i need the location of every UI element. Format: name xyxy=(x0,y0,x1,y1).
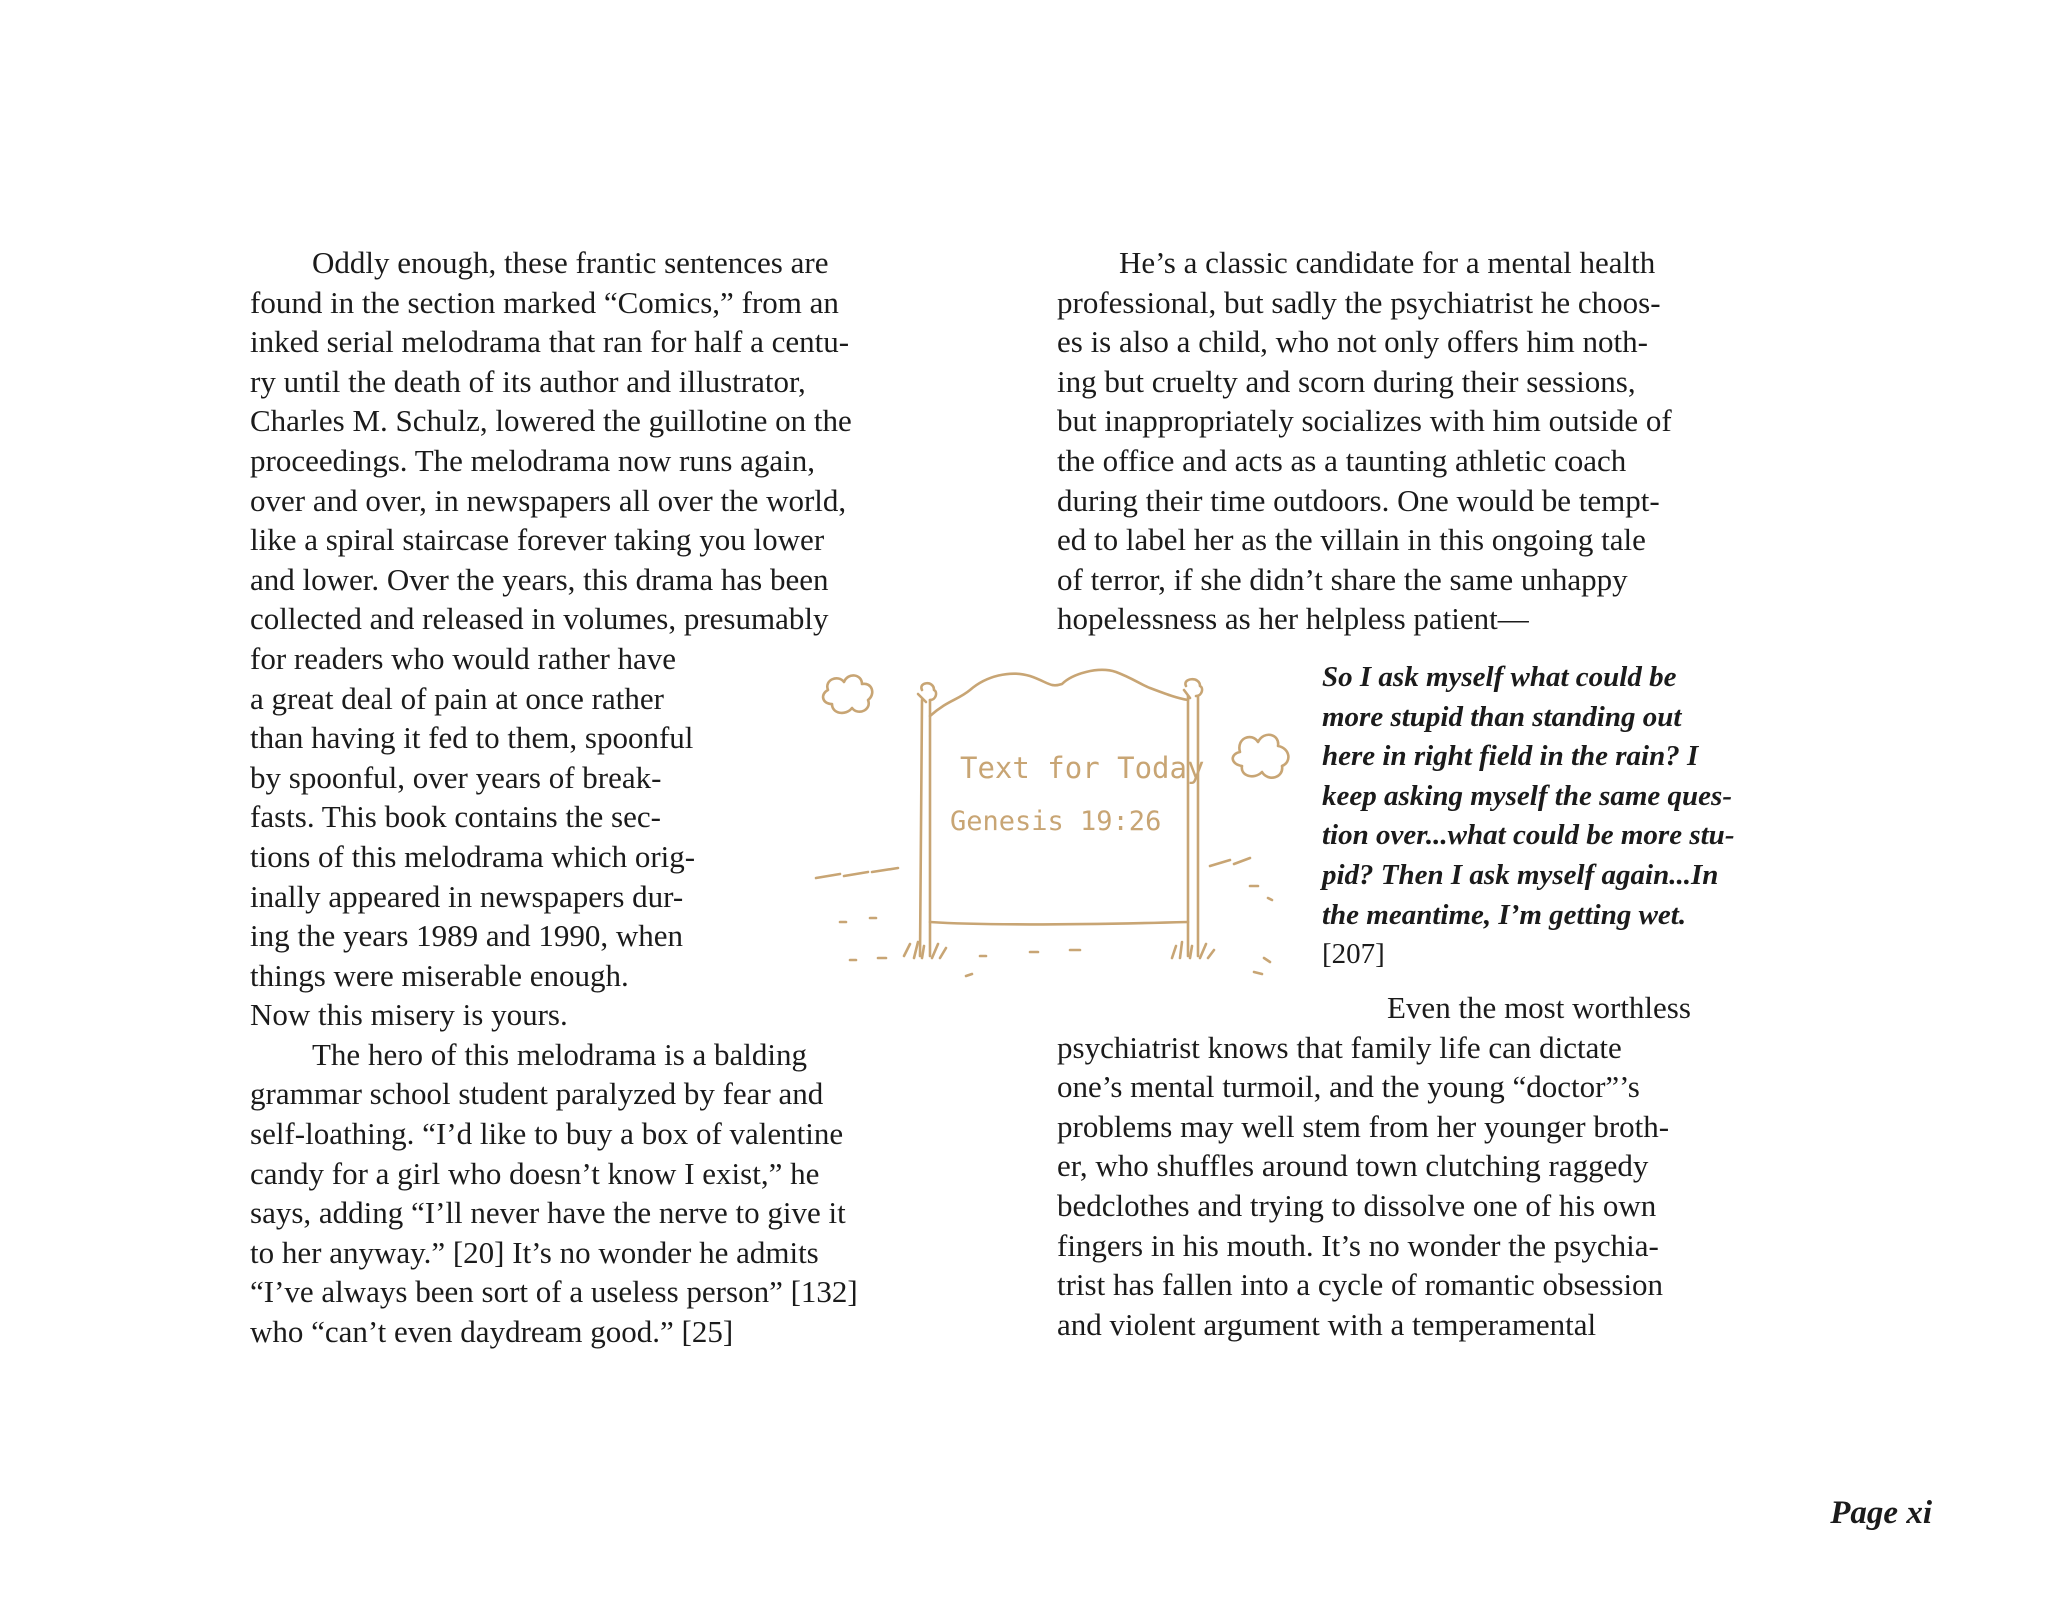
text-line: The hero of this melodrama is a balding xyxy=(312,1036,808,1072)
text-line: proceedings. The melodrama now runs again, xyxy=(250,442,816,478)
sign-text-line1: Text for Today xyxy=(960,751,1205,785)
text-line: ed to label her as the villain in this ongoing tale xyxy=(1057,522,1646,558)
text-line: fasts. This book contains the sec- xyxy=(250,799,661,835)
text-line: grammar school student paralyzed by fear and xyxy=(250,1076,824,1112)
text-line: professional, but sadly the psychiatrist he choos- xyxy=(1057,284,1661,320)
text-line: ing the years 1989 and 1990, when xyxy=(250,918,684,954)
text-line: inally appeared in newspapers dur- xyxy=(250,878,684,914)
text-line: who “can’t even daydream good.” [25] xyxy=(250,1314,734,1350)
text-line: over and over, in newspapers all over the world, xyxy=(250,482,847,518)
text-line: psychiatrist knows that family life can dictate xyxy=(1057,1029,1622,1065)
quote-line: here in right field in the rain? I xyxy=(1322,740,1699,773)
text-line: fingers in his mouth. It’s no wonder the psychia- xyxy=(1057,1227,1659,1263)
right-column-upper xyxy=(1057,243,1672,639)
text-line: inked serial melodrama that ran for half a centu- xyxy=(250,324,850,360)
quote-line: more stupid than standing out xyxy=(1322,700,1682,733)
text-line: and lower. Over the years, this drama has been xyxy=(250,561,829,597)
text-line: ry until the death of its author and illustrator, xyxy=(250,363,806,399)
text-line: by spoonful, over years of break- xyxy=(250,759,662,795)
text-line: but inappropriately socializes with him outside of xyxy=(1057,403,1672,439)
text-line: one’s mental turmoil, and the young “doctor”’s xyxy=(1057,1069,1640,1105)
quote-line: keep asking myself the same ques- xyxy=(1322,779,1732,812)
text-line: bedclothes and trying to dissolve one of his own xyxy=(1057,1187,1657,1223)
text-line: found in the section marked “Comics,” from an xyxy=(250,284,839,320)
text-line: says, adding “I’ll never have the nerve to give it xyxy=(250,1195,846,1231)
text-line: a great deal of pain at once rather xyxy=(250,680,664,716)
text-line: to her anyway.” [20] It’s no wonder he admits xyxy=(250,1234,819,1270)
page-number: Page xi xyxy=(1830,1495,1932,1531)
block-quote xyxy=(1322,658,1734,975)
quote-line: So I ask myself what could be xyxy=(1322,661,1677,693)
sign-text-line2: Genesis 19:26 xyxy=(950,806,1162,837)
left-column xyxy=(250,243,858,1352)
quote-line: tion over...what could be more stu- xyxy=(1322,819,1735,852)
right-column-lower xyxy=(1057,988,1691,1344)
text-line: problems may well stem from her younger broth- xyxy=(1057,1108,1670,1144)
text-line: hopelessness as her helpless patient— xyxy=(1057,601,1529,637)
text-line: than having it fed to them, spoonful xyxy=(250,720,694,756)
quote-citation: [207] xyxy=(1322,938,1385,971)
text-line: for readers who would rather have xyxy=(250,640,677,676)
text-line: tions of this melodrama which orig- xyxy=(250,838,696,874)
quote-line: pid? Then I ask myself again...In xyxy=(1322,858,1719,891)
text-line: Charles M. Schulz, lowered the guillotine on the xyxy=(250,403,852,439)
text-line: Even the most worthless xyxy=(1387,990,1691,1025)
text-line: collected and released in volumes, presumably xyxy=(250,601,829,637)
text-line: Now this misery is yours. xyxy=(250,997,568,1033)
text-line: trist has fallen into a cycle of romantic obsession xyxy=(1057,1267,1664,1303)
text-line: self-loathing. “I’d like to buy a box of valentine xyxy=(250,1116,844,1152)
text-line: es is also a child, who not only offers him noth- xyxy=(1057,324,1648,360)
text-line: ing but cruelty and scorn during their sessions, xyxy=(1057,363,1636,399)
text-line: of terror, if she didn’t share the same unhappy xyxy=(1057,561,1628,597)
text-line: “I’ve always been sort of a useless person” [132] xyxy=(250,1274,858,1310)
text-line: the office and acts as a taunting athletic coach xyxy=(1057,442,1627,478)
text-line: things were miserable enough. xyxy=(250,957,629,993)
text-line: during their time outdoors. One would be tempt- xyxy=(1057,482,1660,518)
text-line: like a spiral staircase forever taking you lower xyxy=(250,522,825,558)
text-line: er, who shuffles around town clutching raggedy xyxy=(1057,1148,1649,1184)
text-line: He’s a classic candidate for a mental health xyxy=(1119,245,1656,280)
text-line: Oddly enough, these frantic sentences are xyxy=(312,245,829,280)
text-line: and violent argument with a temperamental xyxy=(1057,1306,1597,1342)
quote-line: the meantime, I’m getting wet. xyxy=(1322,898,1687,931)
text-line: candy for a girl who doesn’t know I exist,” he xyxy=(250,1155,820,1191)
sign-illustration xyxy=(810,660,1300,990)
